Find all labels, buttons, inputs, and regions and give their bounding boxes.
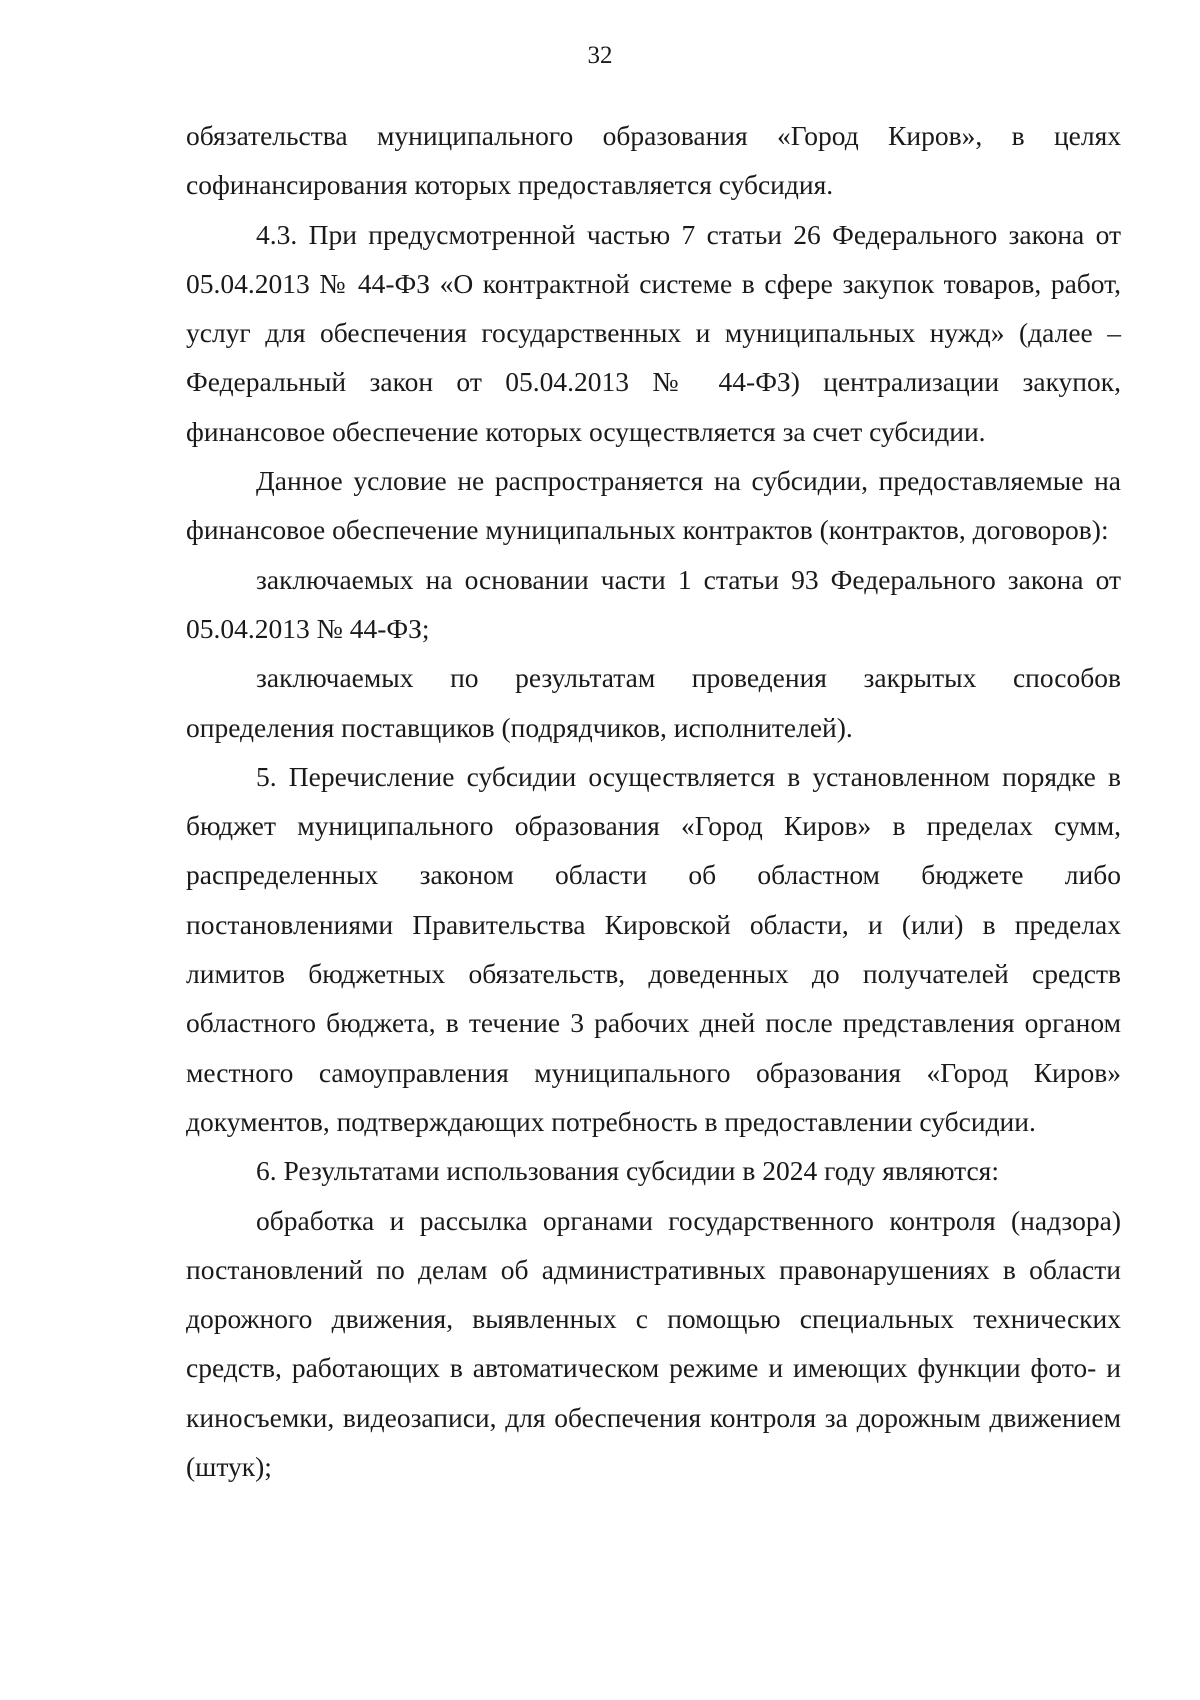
paragraph-condition: Данное условие не распространяется на субсидии, предоставляемые на финансовое обеспечение муниципальных контрактов (контрактов, договоров): xyxy=(186,465,1121,546)
paragraph-6: 6. Результатами использования субсидии в 2024 году являются: xyxy=(256,1155,999,1187)
page-number: 32 xyxy=(587,42,613,69)
paragraph-part-93: заключаемых на основании части 1 статьи 93 Федерального закона от 05.04.2013 № 44-ФЗ; xyxy=(186,563,1121,644)
document-body xyxy=(186,111,1121,1491)
paragraph-closed-methods: заключаемых по результатам проведения закрытых способов определения поставщиков (подрядчиков, исполнителей). xyxy=(186,662,1121,743)
paragraph-obligations: обязательства муниципального образования «Город Киров», в целях софинансирования которых предоставляется субсидия. xyxy=(186,120,1121,201)
paragraph-results-processing: обработка и рассылка органами государственного контроля (надзора) постановлений по делам об административных правонарушениях в области дорожного движения, выявленных с помощью специальных технических средств, работающих в автоматическом режиме и имеющих функции фото- и киносъемки, видеозаписи, для обеспечения контроля за дорожным движением (штук); xyxy=(186,1204,1121,1483)
paragraph-4-3: 4.3. При предусмотренной частью 7 статьи 26 Федерального закона от 05.04.2013 № 44-ФЗ «О контрактной системе в сфере закупок товаров, работ, услуг для обеспечения государственных и муниципальных нужд» (далее – Федеральный закон от 05.04.2013 № 44-ФЗ) централизации закупок, финансовое обеспечение которых осуществляется за счет субсидии. xyxy=(186,218,1121,447)
paragraph-5: 5. Перечисление субсидии осуществляется в установленном порядке в бюджет муниципального образования «Город Киров» в пределах сумм, распределенных законом области об областном бюджете либо постановлениями Правительства Кировской области, и (или) в пределах лимитов бюджетных обязательств, доведенных до получателей средств областного бюджета, в течение 3 рабочих дней после представления органом местного самоуправления муниципального образования «Город Киров» документов, подтверждающих потребность в предоставлении субсидии. xyxy=(186,760,1121,1137)
